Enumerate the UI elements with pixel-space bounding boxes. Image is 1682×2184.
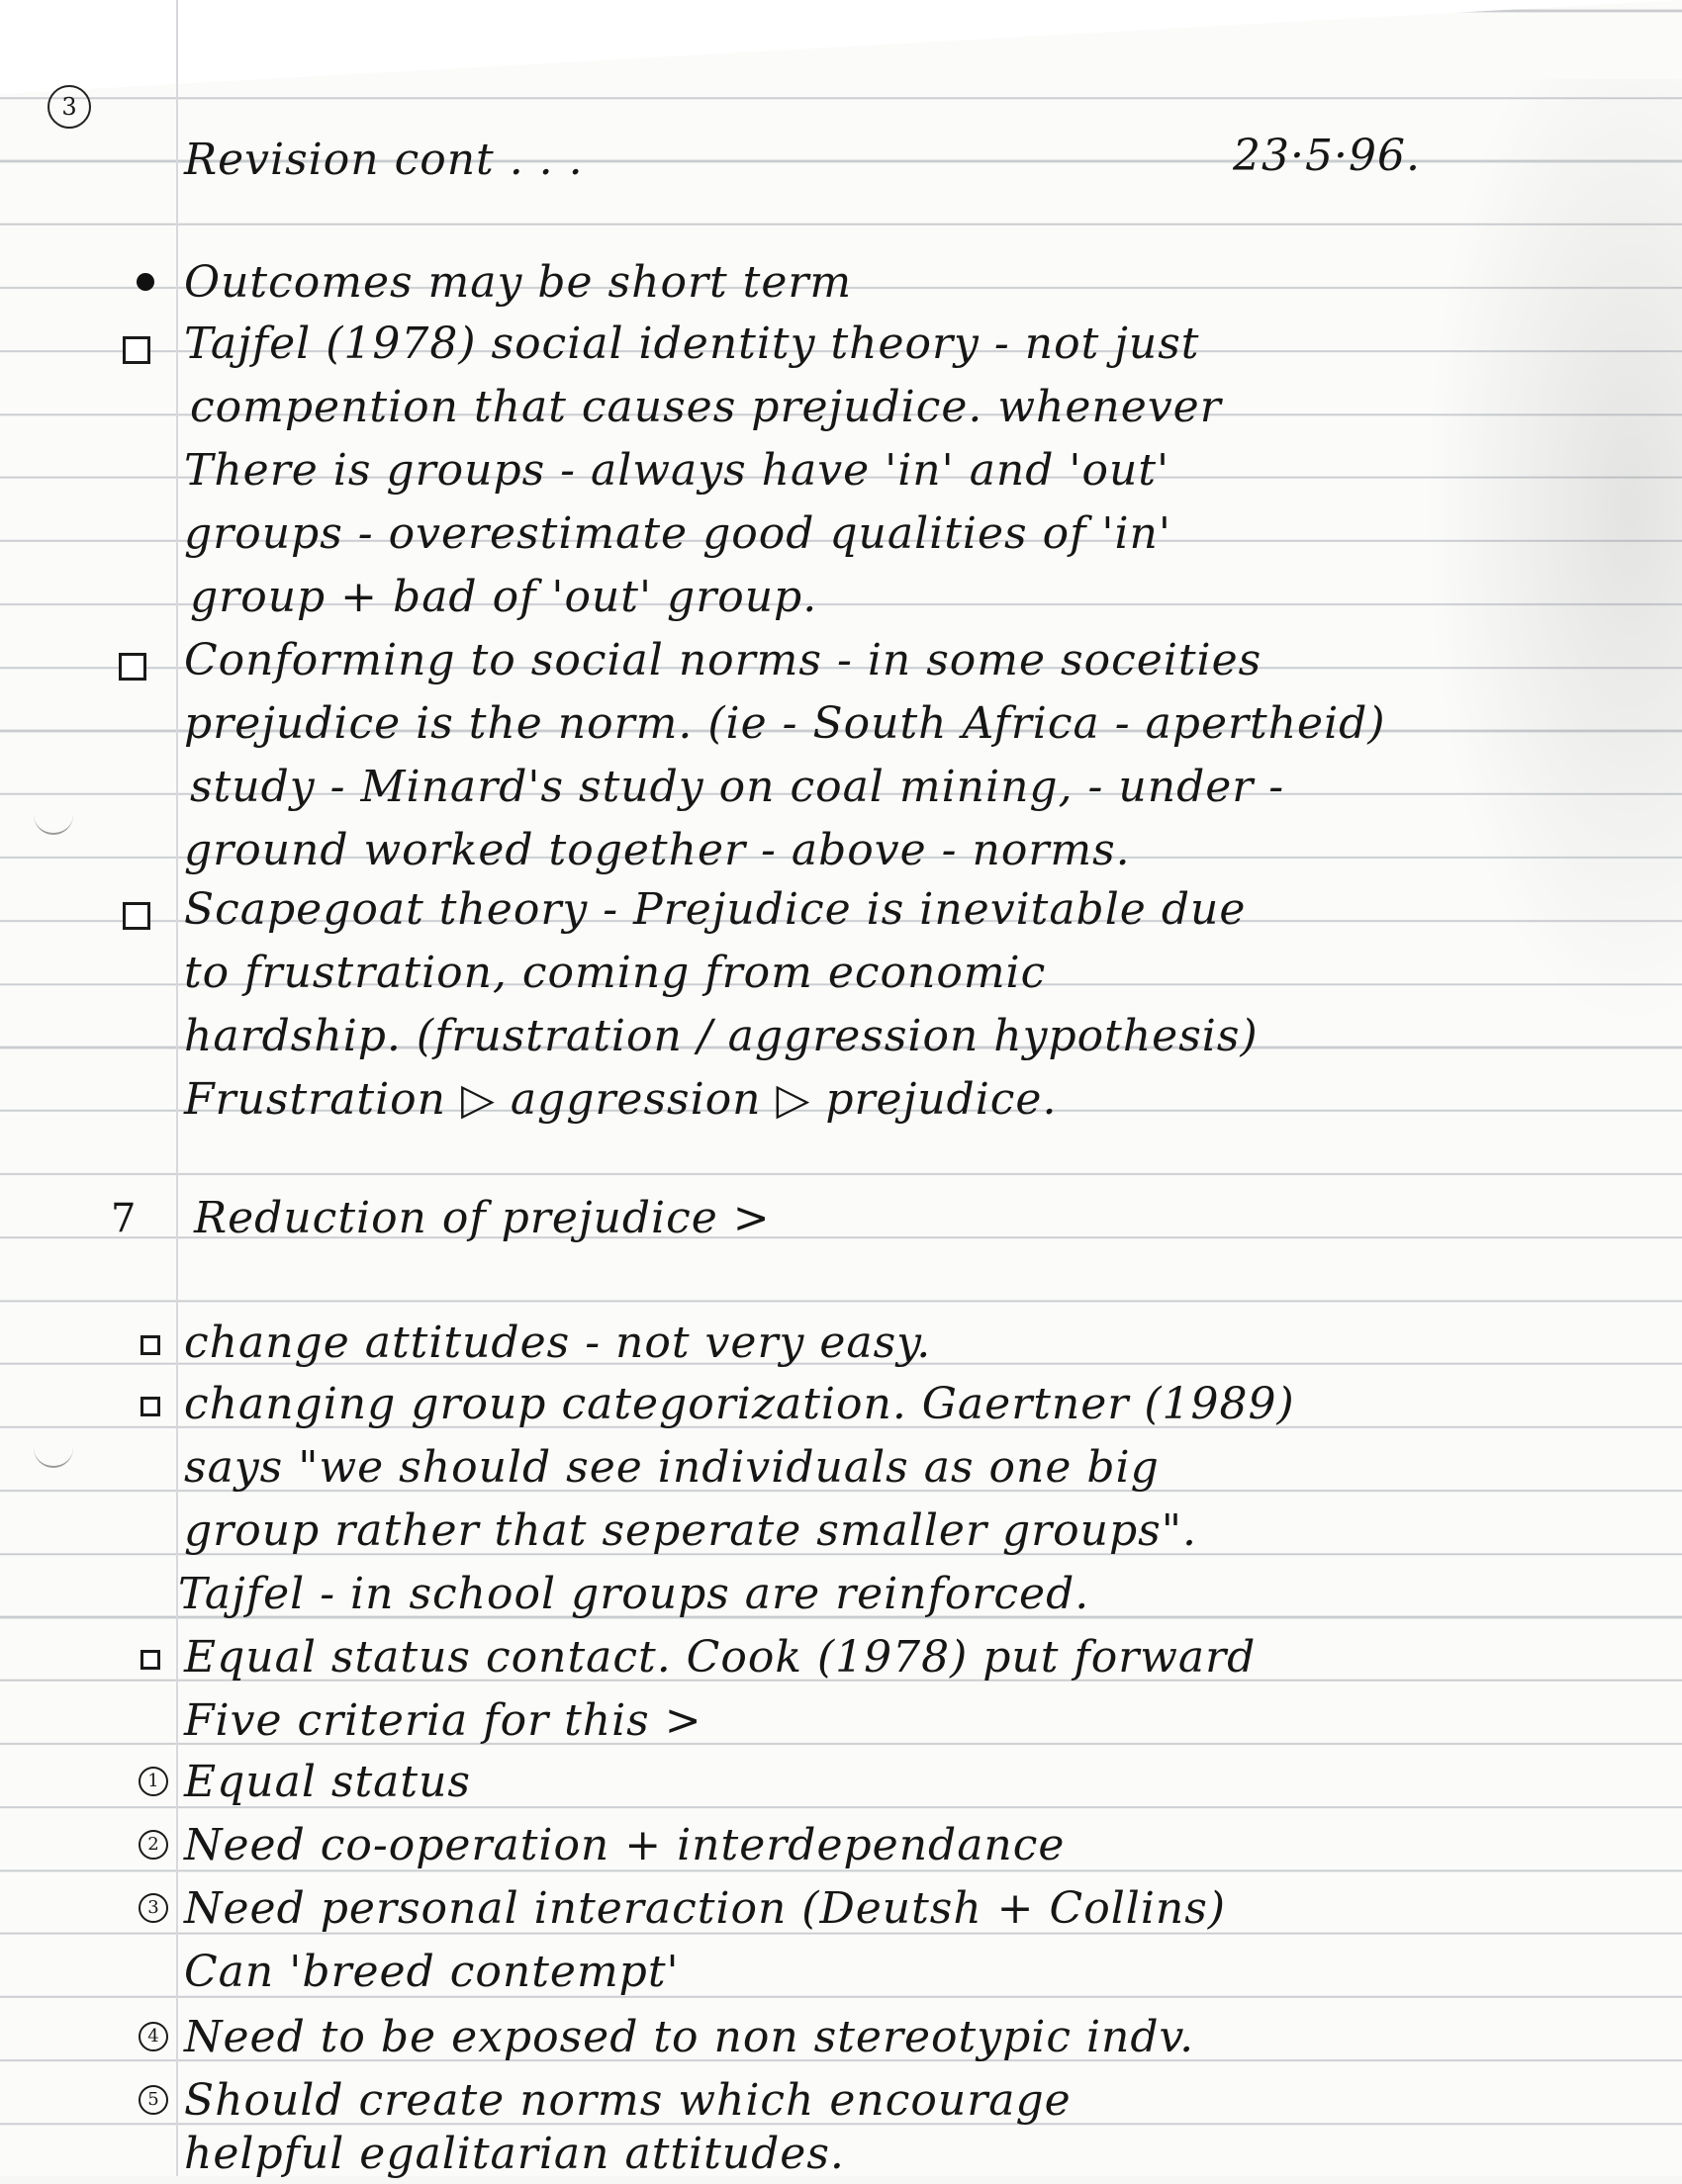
criterion-number: 4 bbox=[139, 2022, 168, 2051]
bullet-dot bbox=[137, 273, 154, 291]
outcomes-line: Outcomes may be short term bbox=[184, 257, 853, 308]
note-line: study - Minard's study on coal mining, - under - bbox=[190, 762, 1285, 812]
checkbox-marker bbox=[140, 1397, 160, 1416]
note-line: compention that causes prejudice. whenever bbox=[190, 382, 1222, 432]
checkbox-marker bbox=[140, 1650, 160, 1670]
page-title: Revision cont . . . bbox=[184, 135, 584, 185]
page-smudge bbox=[1425, 79, 1682, 1029]
criterion-line: Equal status bbox=[184, 1757, 472, 1807]
page-number: 3 bbox=[47, 85, 91, 129]
criterion-line: Should create norms which encourage bbox=[184, 2075, 1072, 2126]
checkbox-marker bbox=[119, 653, 146, 681]
criterion-number: 5 bbox=[139, 2085, 168, 2115]
note-line: Frustration ▷ aggression ▷ prejudice. bbox=[184, 1074, 1058, 1125]
checkbox-marker bbox=[140, 1335, 160, 1355]
note-line: changing group categorization. Gaertner (1989) bbox=[184, 1379, 1295, 1429]
note-line: groups - overestimate good qualities of 'in' bbox=[184, 508, 1171, 559]
note-line: group rather that seperate smaller groups". bbox=[184, 1505, 1197, 1556]
note-line: change attitudes - not very easy. bbox=[184, 1318, 932, 1368]
note-line: Conforming to social norms - in some soceities bbox=[184, 635, 1262, 685]
criterion-line: helpful egalitarian attitudes. bbox=[184, 2129, 845, 2179]
criterion-line: Can 'breed contempt' bbox=[184, 1947, 680, 1997]
note-line: to frustration, coming from economic bbox=[184, 948, 1047, 998]
criterion-line: Need co-operation + interdependance bbox=[184, 1820, 1066, 1870]
criterion-number: 2 bbox=[139, 1830, 168, 1860]
heading-marker: 7 bbox=[111, 1196, 137, 1241]
note-line: Scapegoat theory - Prejudice is inevitable due bbox=[184, 884, 1247, 935]
section-heading: Reduction of prejudice > bbox=[194, 1193, 771, 1243]
note-line: says "we should see individuals as one big bbox=[184, 1442, 1160, 1493]
note-line: Five criteria for this > bbox=[184, 1695, 702, 1746]
checkbox-marker bbox=[123, 336, 150, 364]
note-line: group + bad of 'out' group. bbox=[190, 572, 818, 622]
note-line: There is groups - always have 'in' and 'out' bbox=[184, 445, 1170, 496]
punch-hole-mark bbox=[34, 1444, 73, 1468]
note-line: Tajfel (1978) social identity theory - not just bbox=[184, 318, 1200, 369]
criterion-number: 1 bbox=[139, 1767, 168, 1796]
criterion-line: Need personal interaction (Deutsh + Collins) bbox=[184, 1883, 1226, 1934]
criterion-line: Need to be exposed to non stereotypic indv. bbox=[184, 2012, 1195, 2062]
note-line: ground worked together - above - norms. bbox=[184, 825, 1131, 875]
criterion-number: 3 bbox=[139, 1893, 168, 1923]
punch-hole-mark bbox=[34, 811, 73, 835]
checkbox-marker bbox=[123, 902, 150, 930]
margin-line bbox=[176, 0, 178, 2176]
note-line: Equal status contact. Cook (1978) put forward bbox=[184, 1632, 1257, 1683]
date: 23·5·96. bbox=[1233, 131, 1421, 181]
note-line: Tajfel - in school groups are reinforced. bbox=[178, 1569, 1090, 1619]
note-line: prejudice is the norm. (ie - South Africa - apertheid) bbox=[184, 698, 1386, 749]
note-line: hardship. (frustration / aggression hypothesis) bbox=[184, 1011, 1259, 1061]
